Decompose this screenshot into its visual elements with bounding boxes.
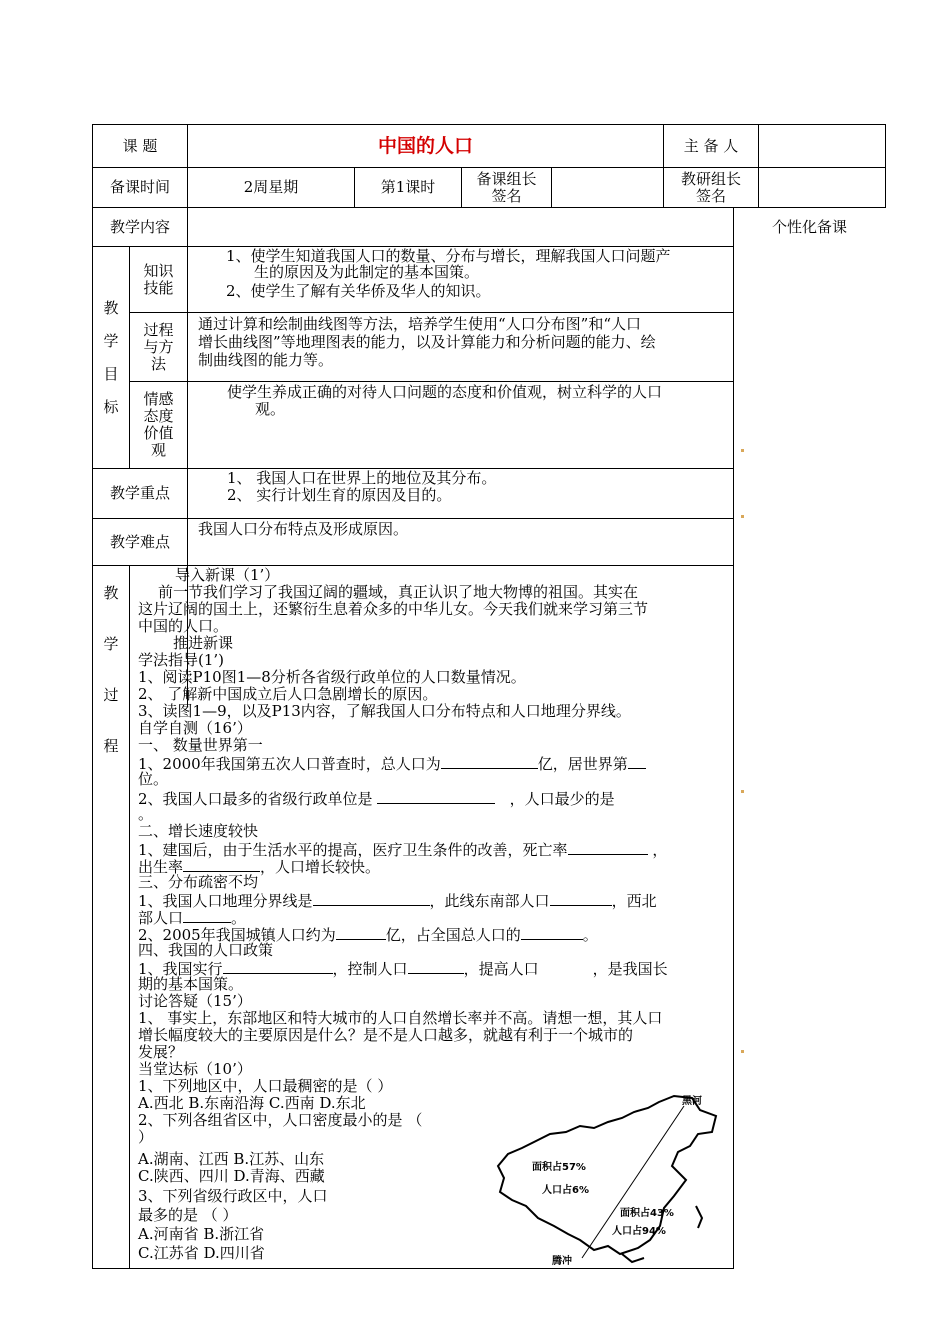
speck xyxy=(741,449,744,452)
key-point-1: 1、 我国人口在世界上的地位及其分布。 xyxy=(227,469,497,487)
process-line-2: 增长曲线图”等地理图表的能力，以及计算能力和分析问题的能力、绘 xyxy=(198,333,656,351)
answer-blank[interactable] xyxy=(223,959,333,974)
knowledge-label: 知识 技能 xyxy=(143,261,174,297)
answer-blank[interactable] xyxy=(550,891,612,906)
lead-value xyxy=(759,125,885,167)
knowledge-line-3: 2、使学生了解有关华侨及华人的知识。 xyxy=(226,282,491,300)
time-label: 备课时间 xyxy=(109,178,170,196)
week-value: 2周星期 xyxy=(243,178,299,196)
process-method-label: 过程 与方 法 xyxy=(143,320,174,373)
speck xyxy=(741,515,744,518)
emotion-label: 情感 态度 价值 观 xyxy=(143,390,174,459)
fill-question-6: 1、我国实行 ，控制人口 ，提高人口 ，是我国长 xyxy=(138,960,668,978)
group-leader-label: 备课组长 签名 xyxy=(476,169,537,205)
process-line-1: 通过计算和绘制曲线图等方法，培养学生使用“人口分布图”和“人口 xyxy=(198,315,642,333)
heihe-label: 黑河 xyxy=(682,1096,702,1107)
speck xyxy=(741,790,744,793)
answer-blank[interactable] xyxy=(183,908,231,923)
west-area-label: 面积占57% xyxy=(532,1162,586,1173)
fill-question-5: 2、2005年我国城镇人口约为 亿，占全国总人口的 。 xyxy=(138,926,598,944)
answer-blank[interactable] xyxy=(521,925,583,940)
difficulty-label: 教学难点 xyxy=(109,532,170,551)
key-points-label: 教学重点 xyxy=(109,484,170,502)
process-line-3: 制曲线图的能力等。 xyxy=(198,351,334,369)
west-pop-label: 人口占6% xyxy=(542,1185,589,1196)
east-pop-label: 人口占94% xyxy=(612,1226,666,1237)
answer-blank[interactable] xyxy=(441,754,538,769)
knowledge-line-1: 1、使学生知道我国人口的数量、分布与增长，理解我国人口问题产 xyxy=(226,247,671,265)
tengchong-label: 腾冲 xyxy=(552,1256,572,1267)
research-leader-label: 教研组长 签名 xyxy=(680,169,741,205)
china-outline-icon xyxy=(494,1088,730,1266)
east-area-label: 面积占43% xyxy=(620,1208,674,1219)
key-point-2: 2、 实行计划生育的原因及目的。 xyxy=(227,486,452,504)
answer-blank[interactable] xyxy=(628,754,646,769)
personal-label: 个性化备课 xyxy=(771,217,847,236)
period-value: 第1课时 xyxy=(380,178,436,196)
answer-blank[interactable] xyxy=(313,891,430,906)
topic-label: 课 题 xyxy=(122,136,158,155)
speck xyxy=(741,1050,744,1053)
fill-question-4: 1、我国人口地理分界线是 ，此线东南部人口 ，西北 xyxy=(138,892,657,910)
lead-label: 主 备 人 xyxy=(683,136,739,155)
answer-blank[interactable] xyxy=(183,857,260,872)
content-label: 教学内容 xyxy=(109,217,170,236)
knowledge-line-2: 生的原因及为此制定的基本国策。 xyxy=(254,263,480,281)
answer-blank[interactable] xyxy=(377,789,495,804)
fill-question-1: 1、2000年我国第五次人口普查时，总人口为 亿，居世界第 xyxy=(138,754,646,773)
difficulty-text: 我国人口分布特点及形成原因。 xyxy=(198,520,409,538)
goals-side-label: 教 学 目 标 xyxy=(103,298,119,416)
emotion-line-1: 使学生养成正确的对待人口问题的态度和价值观，树立科学的人口 xyxy=(227,383,663,401)
china-population-map xyxy=(494,1088,730,1266)
emotion-line-2: 观。 xyxy=(255,400,286,418)
page-title: 中国的人口 xyxy=(377,134,473,157)
answer-blank[interactable] xyxy=(408,959,464,974)
process-side-label: 教 学 过 程 xyxy=(103,584,119,755)
fill-question-2: 2、我国人口最多的省级行政单位是 ，人口最少的是 xyxy=(138,790,615,808)
answer-blank[interactable] xyxy=(568,840,648,855)
answer-blank[interactable] xyxy=(336,925,386,940)
fill-question-3: 1、建国后，由于生活水平的提高，医疗卫生条件的改善，死亡率 ， xyxy=(138,841,668,859)
